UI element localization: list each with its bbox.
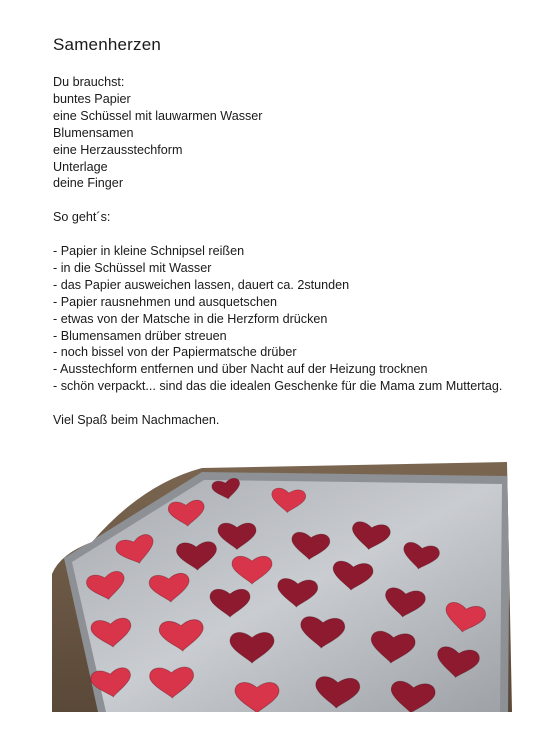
recipe-text: [53, 74, 543, 429]
materials-heading: Du brauchst:: [53, 75, 125, 89]
photo-image: [52, 462, 512, 712]
material-item: buntes Papier: [53, 91, 131, 106]
material-item: Unterlage: [53, 159, 108, 174]
material-item: eine Schüssel mit lauwarmen Wasser: [53, 108, 263, 123]
step-item: - noch bissel von der Papiermatsche drüber: [53, 345, 297, 360]
spacer: [53, 395, 543, 412]
closing-line: Viel Spaß beim Nachmachen.: [53, 413, 220, 428]
step-item: - Blumensamen drüber streuen: [53, 328, 227, 343]
step-item: - Papier in kleine Schnipsel reißen: [53, 244, 245, 259]
spacer: [53, 192, 543, 209]
step-item: - etwas von der Matsche in die Herzform drücken: [53, 311, 328, 326]
page-title: Samenherzen: [53, 35, 162, 54]
photo-paper-hearts: [52, 462, 512, 712]
step-item: - Papier rausnehmen und ausquetschen: [53, 294, 278, 309]
material-item: deine Finger: [53, 176, 124, 191]
material-item: eine Herzausstechform: [53, 142, 183, 157]
step-item: - in die Schüssel mit Wasser: [53, 260, 212, 275]
step-item: - schön verpackt... sind das die idealen Geschenke für die Mama zum Muttertag.: [53, 379, 503, 394]
step-item: - das Papier ausweichen lassen, dauert ca. 2stunden: [53, 277, 350, 292]
steps-heading: So geht´s:: [53, 210, 111, 225]
material-item: Blumensamen: [53, 125, 134, 140]
step-item: - Ausstechform entfernen und über Nacht auf der Heizung trocknen: [53, 362, 428, 377]
spacer: [53, 226, 543, 243]
